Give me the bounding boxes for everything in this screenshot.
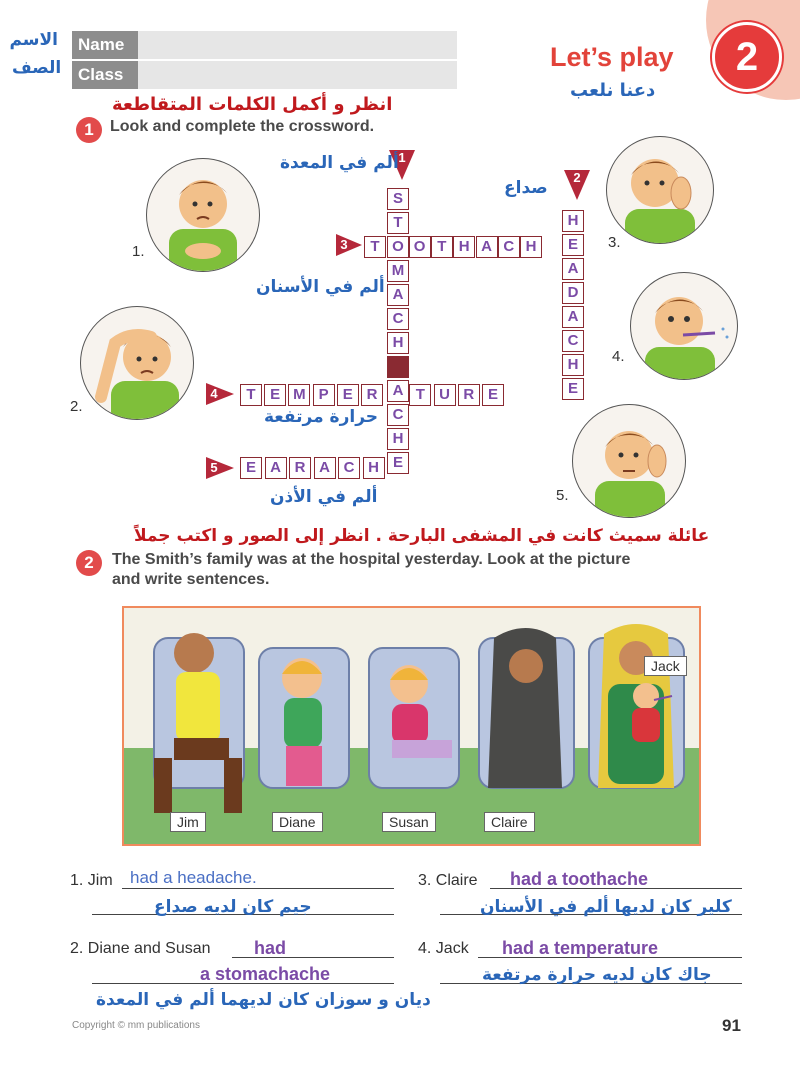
item2-answer-part1: had [254,938,287,958]
crossword-cell-across3-5[interactable]: H [453,236,475,258]
exercise1-number-badge: 1 [76,117,102,143]
crossword-cell-across5-1[interactable]: E [240,457,262,479]
item4-translation: جاك كان لديه حرارة مرتفعة [482,965,712,985]
unit-badge-number: 2 [735,35,759,79]
crossword-cell-down2-6[interactable]: C [562,330,584,352]
man-touching-forehead-icon [81,307,193,419]
portrait-temperature [80,306,194,420]
exercise1-instruction: Look and complete the crossword. [110,118,375,135]
class-field-label: Class [72,61,138,89]
crossword-cell-down1-10[interactable]: C [387,404,409,426]
man-holding-cheek-icon [607,137,713,243]
portrait-earache [572,404,686,518]
class-label-arabic: الصف [12,58,62,78]
crossword-cell-across4-1[interactable]: T [240,384,262,406]
crossword-cell-across5-2[interactable]: A [265,457,287,479]
crossword-cell-across3-7[interactable]: C [498,236,520,258]
family-waiting-room-illustration [124,608,699,844]
portrait-number-4: 4. [612,348,625,365]
crossword-cell-down1-8[interactable] [387,356,409,378]
item3-label: 3. Claire [418,872,478,889]
copyright: Copyright © mm publications [72,1020,200,1031]
item4-label: 4. Jack [418,940,469,957]
clue-marker-2: 2 [562,168,592,207]
crossword-cell-across4-4[interactable]: P [313,384,335,406]
crossword-cell-across4-3[interactable]: M [288,384,310,406]
portrait-number-1: 1. [132,243,145,260]
name-tag-diane: Diane [272,812,323,832]
crossword-cell-across5-6[interactable]: H [363,457,385,479]
name-tag-jim: Jim [170,812,206,832]
translation-earache: ألم في الأذن [270,487,378,507]
name-field[interactable] [72,31,457,59]
item1-answer: had a headache. [130,868,257,887]
crossword-cell-down1-11[interactable]: H [387,428,409,450]
class-field[interactable] [72,61,457,89]
item4-answer: had a temperature [502,938,659,958]
crossword-cell-across3-1[interactable]: T [364,236,386,258]
crossword-cell-down1-1[interactable]: S [387,188,409,210]
crossword-cell-down2-4[interactable]: D [562,282,584,304]
man-holding-ear-icon [573,405,685,517]
crossword-cell-down2-8[interactable]: E [562,378,584,400]
crossword-cell-down2-5[interactable]: A [562,306,584,328]
page-title: Let’s play [550,42,674,72]
portrait-number-5: 5. [556,487,569,504]
crossword-cell-down1-9[interactable]: A [387,380,409,402]
item1-label: 1. Jim [70,872,113,889]
crossword-cell-down1-2[interactable]: T [387,212,409,234]
exercise2-instruction-arabic: عائلة سميث كانت في المشفى البارحة . انظر إلى الصور و اكتب جملاً [134,526,710,546]
crossword-cell-across3-6[interactable]: A [476,236,498,258]
exercise1-instruction-arabic: انظر و أكمل الكلمات المتقاطعة [112,94,393,115]
portrait-number-3: 3. [608,234,621,251]
crossword-cell-across4-8[interactable]: T [409,384,431,406]
item1-answer-line[interactable] [122,888,394,889]
crossword-cell-down2-7[interactable]: H [562,354,584,376]
clue-marker-4: 4 [204,381,236,412]
crossword-cell-down2-3[interactable]: A [562,258,584,280]
item1-translation: جيم كان لديه صداع [154,897,312,917]
crossword-cell-across5-5[interactable]: C [338,457,360,479]
portrait-number-2: 2. [70,398,83,415]
crossword-cell-across3-8[interactable]: H [520,236,542,258]
item2-translation: ديان و سوزان كان لديهما ألم في المعدة [96,990,431,1010]
crossword-cell-down1-6[interactable]: C [387,308,409,330]
clue-marker-3: 3 [334,232,364,263]
crossword-cell-across4-10[interactable]: R [458,384,480,406]
item2-label: 2. Diane and Susan [70,940,211,957]
exercise2-instruction-line2: and write sentences. [112,571,270,588]
portrait-stomachache [146,158,260,272]
crossword-cell-across4-5[interactable]: E [337,384,359,406]
clue-marker-1: 1 [387,148,417,187]
crossword-cell-down2-2[interactable]: E [562,234,584,256]
man-with-thermometer-icon [631,273,737,379]
item3-answer: had a toothache [510,869,649,889]
crossword-cell-across5-4[interactable]: A [314,457,336,479]
crossword-cell-down2-1[interactable]: H [562,210,584,232]
crossword-cell-across3-3[interactable]: O [409,236,431,258]
translation-toothache: ألم في الأسنان [256,277,385,297]
clue-marker-5: 5 [204,455,236,486]
portrait-toothache [606,136,714,244]
crossword-cell-across5-3[interactable]: R [289,457,311,479]
item3-translation: كلير كان لديها ألم في الأسنان [480,897,732,917]
crossword-cell-across4-11[interactable]: E [482,384,504,406]
page-number: 91 [722,1016,741,1035]
man-holding-stomach-icon [147,159,259,271]
unit-badge [712,22,782,92]
translation-headache: صداع [504,178,548,198]
crossword-cell-down1-3[interactable]: O [387,236,409,258]
crossword-cell-across4-2[interactable]: E [264,384,286,406]
portrait-thermometer [630,272,738,380]
translation-stomachache: ألم في المعدة [280,153,399,173]
name-label-arabic: الاسم [9,30,58,50]
crossword-cell-down1-5[interactable]: A [387,284,409,306]
page-title-arabic: دعنا نلعب [570,80,656,101]
crossword-cell-across4-6[interactable]: R [361,384,383,406]
crossword-cell-across4-9[interactable]: U [434,384,456,406]
name-field-label: Name [72,31,138,59]
crossword-cell-down1-7[interactable]: H [387,332,409,354]
crossword-cell-down1-12[interactable]: E [387,452,409,474]
item2-answer-part2: a stomachache [200,964,331,984]
name-tag-claire: Claire [484,812,535,832]
hospital-scene [122,606,701,846]
name-tag-jack: Jack [644,656,687,676]
translation-temperature: حرارة مرتفعة [264,407,379,427]
name-tag-susan: Susan [382,812,436,832]
crossword-cell-across3-4[interactable]: T [431,236,453,258]
crossword-cell-down1-4[interactable]: M [387,260,409,282]
exercise2-number-badge: 2 [76,550,102,576]
exercise2-instruction-line1: The Smith’s family was at the hospital yesterday. Look at the picture [112,551,631,568]
